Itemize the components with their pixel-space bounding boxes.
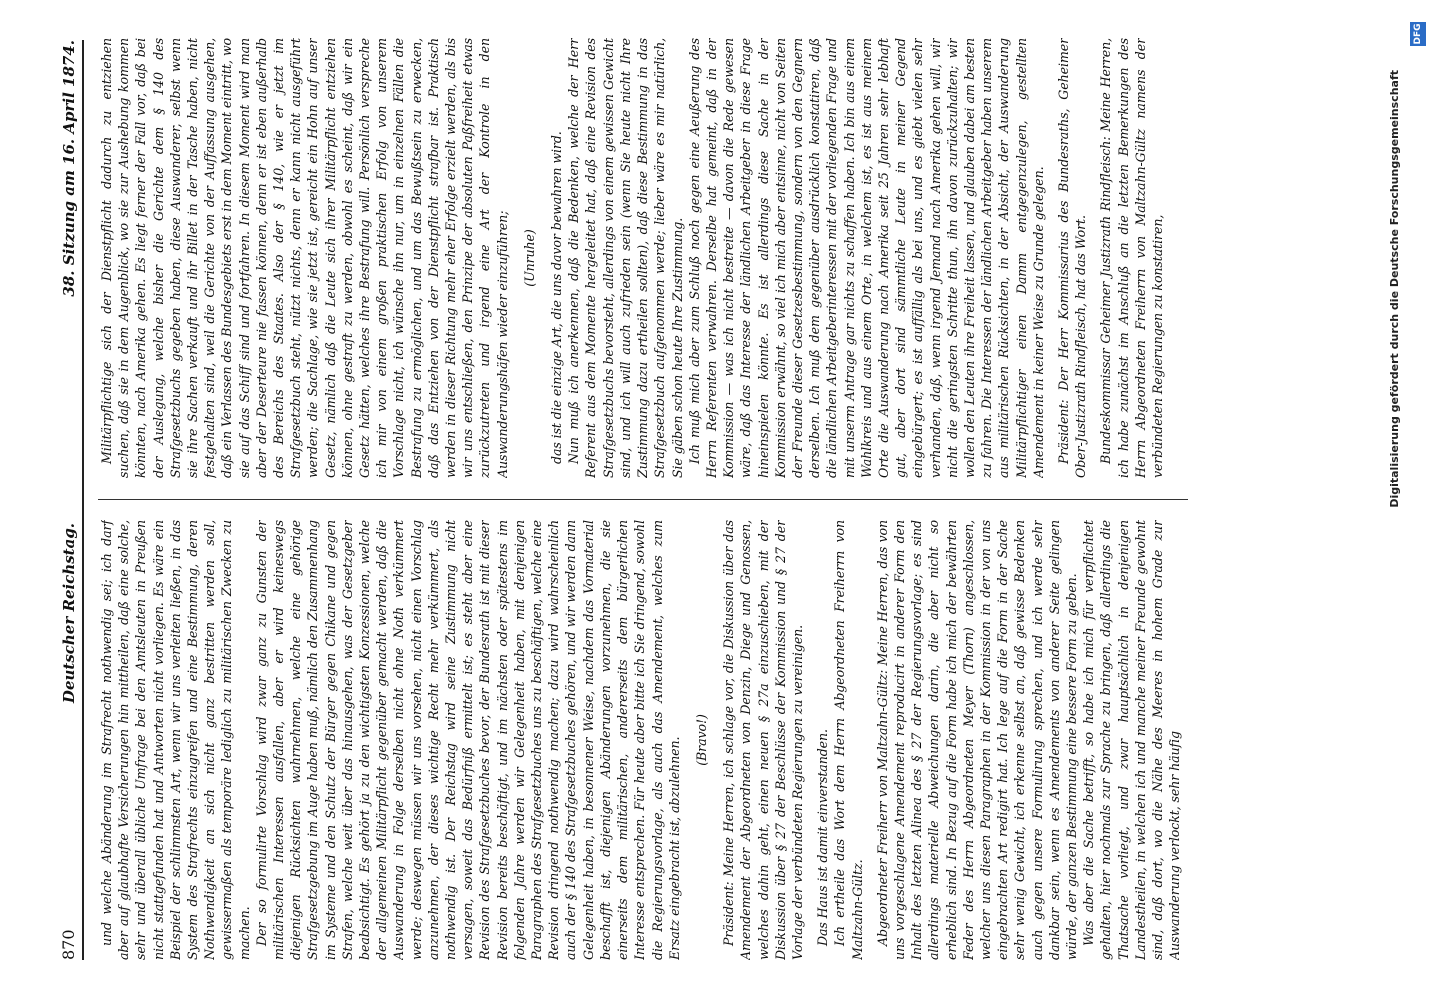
- paragraph: Ich ertheile das Wort dem Herrn Abgeordneten Freiherrn von Maltzahn-Gültz.: [832, 520, 865, 960]
- paragraph: und welche Abänderung im Strafrecht nothwendig sei; ich darf aber auf glaubhafte Versicherungen hin mittheilen, daß eine solche, sehr und überall übliche Umfrage bei den Amtsleuten in Preußen nicht stattgefunden hat und Antworten nicht vorliegen. Es wäre ein Beispiel der schlimmsten Art, wenn wir uns verleiten ließen, in das System des Strafrechts einzugreifen und eine Bestimmung, deren Nothwendigkeit an sich nicht ganz bestritten werden soll, gewissermaßen als temporäre lediglich zu militärischen Zwecken zu machen.: [99, 520, 252, 960]
- paragraph: Nun muß ich anerkennen, daß die Bedenken, welche der Herr Referent aus dem Momente hergeleitet hat, daß eine Revision des Strafgesetzbuchs bevorsteht, allerdings von einem gewissen Gewicht sind, und ich will auch zufrieden sein (wenn Sie heute nicht Ihre Zustimmung dazu ertheilen sollten), daß diese Bestimmung in das Strafgesetzbuch aufgenommen werde; lieber wäre es mir natürlich, Sie gäben schon heute Ihre Zustimmung.: [566, 38, 685, 478]
- dfg-logo: DFG: [1410, 22, 1426, 46]
- page-number: 870: [59, 929, 78, 960]
- page-header: [52, 40, 78, 960]
- digitization-credit: Digitalisierung gefördert durch die Deutsche Forschungsgemeinschaft: [1388, 70, 1401, 508]
- paragraph: Präsident: Der Herr Kommissarius des Bundesraths, Geheimer Ober-Justizrath Rindfleisch, hat das Wort.: [1055, 38, 1089, 478]
- paragraph: das ist die einzige Art, die uns davor bewahren wird.: [549, 131, 565, 464]
- publication-title: Deutscher Reichstag.: [60, 522, 78, 704]
- paragraph: Abgeordneter Freiherr von Maltzahn-Gültz: Meine Herren, das von uns vorgeschlagene Amendement reproducirt in anderer Form den Inhalt des letzten Alinea des § 27 der Regierungsvorlage; es sind allerdings materielle Abweichungen darin, die aber nicht so erheblich sind. In Bezug auf die Form habe ich mich der bewährten Feder des Herrn Abgeordneten Meyer (Thorn) angeschlossen, welcher uns diesen Paragraphen in der Kommission in der von uns eingebrachten Art redigirt hat. Ich lege auf die Form in der Sache sehr wenig Gewicht, ich erkenne selbst an, daß gewisse Bedenken auch gegen unsere Formulirung sprechen, und ich werde sehr dankbar sein, wenn es Amendements von anderer Seite gelingen würde, der ganzen Bestimmung eine bessere Form zu geben.: [874, 520, 1079, 960]
- paragraph: Bundeskommissar Geheimer Justizrath Rindfleisch: Meine Herren, ich habe zunächst im Anschluß an die letzten Bemerkungen des Herrn Abgeordneten Freiherrn von Maltzahn-Gültz namens der verbündeten Regierungen zu konstatiren,: [1098, 38, 1165, 478]
- column-divider: [98, 499, 1188, 500]
- paragraph: Das Haus ist damit einverstanden.: [815, 729, 831, 946]
- paragraph: Was aber die Sache betrifft, so habe ich mich für verpflichtet gehalten, hier nochmals zur Sprache zu bringen, daß allerdings die Thatsache vorliegt, und zwar hauptsächlich in denjenigen Landestheilen, in welchen ich und manche meiner Freunde gewohnt sind, daß dort, wo die Nähe des Meeres in hohem Grade zur Auswanderung verlockt, sehr häufig: [1081, 520, 1183, 960]
- paragraph: Der so formulirte Vorschlag wird zwar ganz zu Gunsten der militärischen Interessen ausfallen, aber er wird keineswegs diejenigen Rücksichten wahrnehmen, welche eine gehörige Strafgesetzgebung im Auge haben muß, nämlich den Zusammenhang im Systeme und den Schutz der Bürger gegen Chikane und gegen Strafen, welche weit über das hinausgehen, was der Gesetzgeber beabsichtigt. Es gehört ja zu den wichtigsten Konzessionen, welche der allgemeinen Militärpflicht gegenüber gemacht werden, daß die Auswanderung in Folge derselben nicht ohne Noth verkümmert werde; deswegen müssen wir uns vorsehen, nicht einen Vorschlag anzunehmen, der dieses wichtige Recht mehr verkümmert, als nothwendig ist. Der Reichstag wird seine Zustimmung nicht versagen, soweit das Bedürfniß ermittelt ist; es steht aber eine Revision des Strafgesetzbuches bevor, der Bundesrath ist mit dieser Revision bereits beschäftigt, und im nächsten oder spätestens im folgenden Jahre werden wir Gelegenheit haben, mit denjenigen Paragraphen des Strafgesetzbuches uns zu beschäftigen, welche eine Revision dringend nothwendig machen; dazu wird wahrscheinlich auch der § 140 des Strafgesetzbuches gehören, und wir werden dann Gelegenheit haben, in besonnener Weise, nachdem das Vormaterial beschafft ist, diejenigen Abänderungen vorzunehmen, die sie einerseits dem militärischen, andererseits dem bürgerlichen Interesse entsprechen. Für heute aber bitte ich Sie dringend, sowohl die Regierungsvorlage, als auch das Amendement, welches zum Ersatz eingebracht ist, abzulehnen.: [253, 520, 682, 960]
- paragraph: (Bravo!): [693, 714, 709, 766]
- left-column: [98, 520, 1278, 960]
- header-rule: [82, 40, 84, 960]
- paragraph: (Unruhe): [521, 229, 537, 287]
- paragraph: Militärpflichtige sich der Dienstpflicht dadurch zu entziehen suchen, daß sie in dem Augenblick, wo sie zur Aushebung kommen könnten, nach Amerika gehen. Es liegt ferner der Fall vor, daß bei der Auslegung, welche bisher die Gerichte dem § 140 des Strafgesetzbuchs gegeben haben, diese Auswanderer, selbst wenn sie ihre Sachen verkauft und ihr Billet in der Tasche haben, nicht festgehalten sind, weil die Gerichte von der Auffassung ausgehen, daß ein Verlassen des Bundesgebiets erst in dem Moment eintritt, wo sie auf das Schiff sind und fortfahren. In diesem Moment wird man aber der Deserteure nie fassen können, denn er ist eben außerhalb des Bereichs des Staates. Also der § 140, wie er jetzt im Strafgesetzbuch steht, nützt nichts, denn er kann nicht ausgeführt werden; die Sachlage, wie sie jetzt ist, gereicht ein Hohn auf unser Gesetz, nämlich daß die Leute sich ihrer Militärpflicht entziehen können, ohne gestraft zu werden, obwohl es scheint, daß wir ein Gesetz hätten, welches ihre Bestrafung will. Persönlich verspreche ich mir von einem großen praktischen Erfolg von unserem Vorschlage nicht, ich wünsche ihn nur, um in einzelnen Fällen die Bestrafung zu ermöglichen, und um das Bewußtsein zu erwecken, daß das Entziehen von der Dienstpflicht strafbar ist. Praktisch werden in dieser Richtung mehr eher Erfolge erzielt werden, als bis wir uns entschließen, den Prinzipe der absoluten Paßfreiheit etwas zurückzutreten und irgend eine Art der Kontrole in den Auswanderungshäfen wieder einzuführen;: [99, 38, 510, 478]
- paragraph: Ich muß mich aber zum Schluß noch gegen eine Aeußerung des Herrn Referenten verwahren. Derselbe hat gemeint, daß in der Kommission — was ich nicht bestreite — davon die Rede gewesen wäre, daß das Interesse der ländlichen Arbeitgeber in diese Frage hineinspielen könnte. Es ist allerdings diese Sache in der Kommission erwähnt, so viel ich mich aber entsinne, nicht von Seiten der Freunde dieser Gesetzesbestimmung, sondern von den Gegnern derselben. Ich muß dem gegenüber ausdrücklich konstatiren, daß die ländlichen Arbeitgeberinteressen mit der vorliegenden Frage und mit unserm Antrage gar nichts zu schaffen haben. Ich bin aus einem Wahlkreis und aus einem Orte, in welchem ist, es ist aus meinem Orte die Auswanderung nach Amerika seit 25 Jahren sehr lebhaft gut, aber dort sind sämmtliche Leute in meiner Gegend eingebürgert; es ist auffällig als bei uns, und es giebt vielen sehr verhanden, daß, wenn irgend Jemand nach Amerika gehen will, wir nicht die geringsten Schritte thun, ihn davon zurückzuhalten; wir wollen den Leuten ihre Freiheit lassen, und glauben dabei am besten zu fahren. Die Interessen der ländlichen Arbeitgeber haben unserem aus militärischen Rücksichten, in der Absicht, der Auswanderung Militärpflichtiger einen Damm entgegenzulegen, gestellten Amendement in keiner Weise zu Grunde gelegen.: [686, 38, 1046, 478]
- right-column: [98, 38, 1278, 478]
- paragraph: Präsident: Meine Herren, ich schlage vor, die Diskussion über das Amendement der Abgeordneten von Denzin, Diege und Genossen, welches dahin geht, einen neuen § 27a einzuschieben, mit der Diskussion über § 27 der Beschlüsse der Kommission und § 27 der Vorlage der verbündeten Regierungen zu vereinigen.: [721, 520, 805, 960]
- session-title: 38. Sitzung am 16. April 1874.: [60, 40, 78, 297]
